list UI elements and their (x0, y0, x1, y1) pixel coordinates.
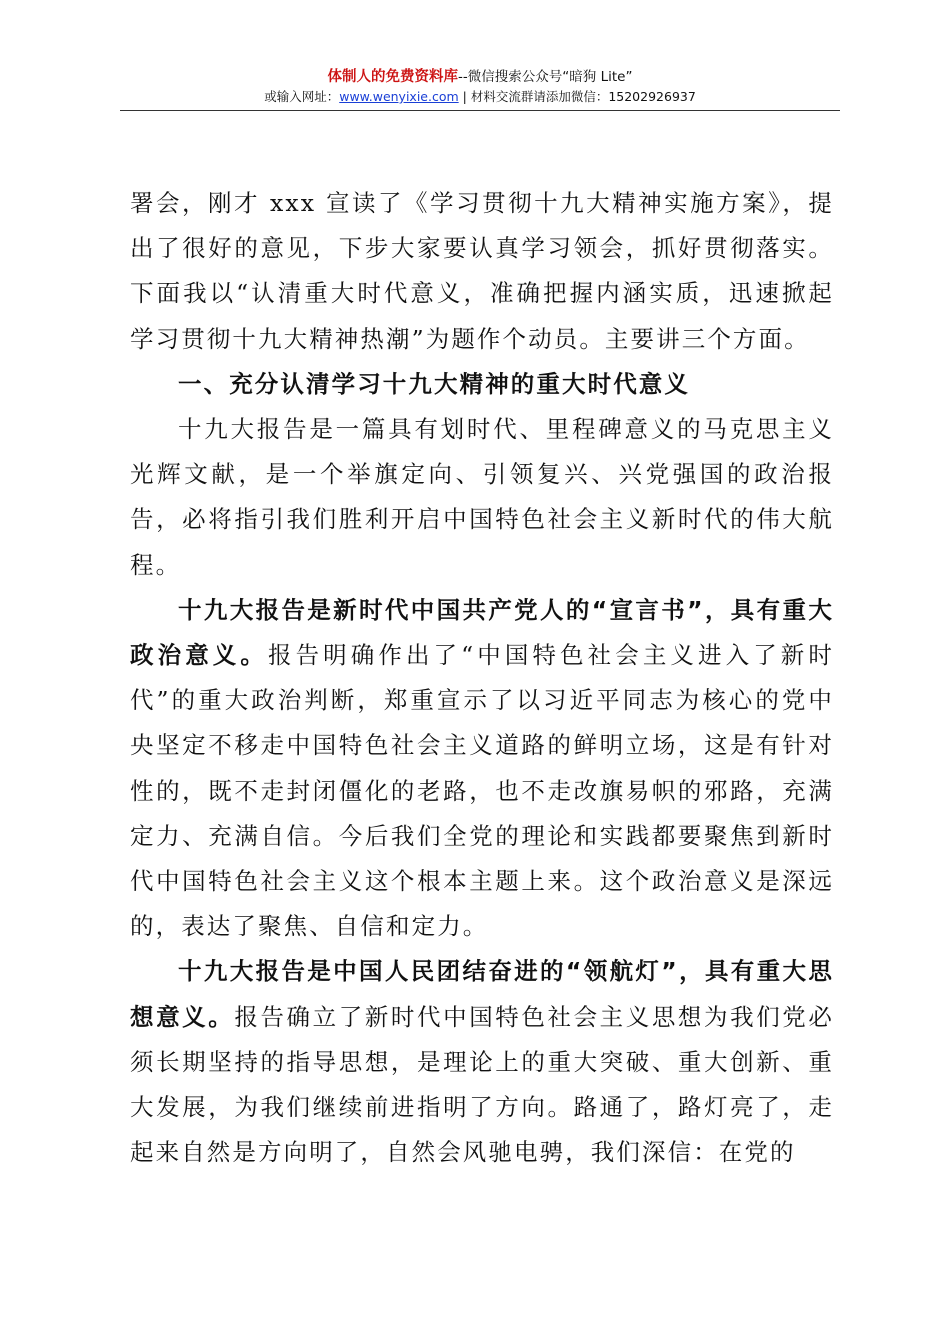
paragraph-ideological-significance (130, 949, 834, 1175)
paragraph-body-political: 报告明确作出了“中国特色社会主义进入了新时代”的重大政治判断，郑重宣示了以习近平同志为核心的党中央坚定不移走中国特色社会主义道路的鲜明立场，这是有针对性的，既不走封闭僵化的老路，也不走改旗易帜的邪路，充满定力、充满自信。今后我们全党的理论和实践都要聚焦到新时代中国特色社会主义这个根本主题上来。这个政治意义是深远的，表达了聚焦、自信和定力。 (130, 641, 834, 941)
paragraph-political-significance (130, 588, 834, 950)
header-contact-line (120, 88, 840, 106)
header-title-line (120, 66, 840, 88)
paragraph-lead-ideological: 十九大报告是中国人民团结奋进的“领航灯”，具有重大思想意义。 (130, 957, 834, 1031)
site-tagline: --微信搜索公众号“暗狗 Lite” (458, 69, 633, 85)
url-prefix: 或输入网址： (264, 89, 340, 104)
contact-info: | 材料交流群请添加微信：15202926937 (458, 89, 696, 104)
site-name: 体制人的免费资料库 (327, 69, 459, 85)
document-header (120, 66, 840, 106)
document-body (130, 181, 834, 1175)
website-link[interactable]: www.wenyixie.com (339, 89, 459, 104)
paragraph-continuation: 署会，刚才 xxx 宣读了《学习贯彻十九大精神实施方案》，提出了很好的意见，下步大家要认真学习领会，抓好贯彻落实。下面我以“认清重大时代意义，准确把握内涵实质，迅速掀起学习贯彻十九大精神热潮”为题作个动员。主要讲三个方面。 (130, 189, 834, 353)
section-heading: 一、充分认清学习十九大精神的重大时代意义 (178, 369, 690, 398)
paragraph-intro: 十九大报告是一篇具有划时代、里程碑意义的马克思主义光辉文献，是一个举旗定向、引领复兴、兴党强国的政治报告，必将指引我们胜利开启中国特色社会主义新时代的伟大航程。 (130, 415, 834, 579)
header-divider (120, 110, 840, 111)
paragraph-body-ideological: 报告确立了新时代中国特色社会主义思想为我们党必须长期坚持的指导思想，是理论上的重大突破、重大创新、重大发展，为我们继续前进指明了方向。路通了，路灯亮了，走起来自然是方向明了，自然会风驰电骋，我们深信：在党的 (130, 1002, 834, 1167)
paragraph-lead-political: 十九大报告是新时代中国共产党人的“宣言书”，具有重大政治意义。 (130, 595, 834, 670)
